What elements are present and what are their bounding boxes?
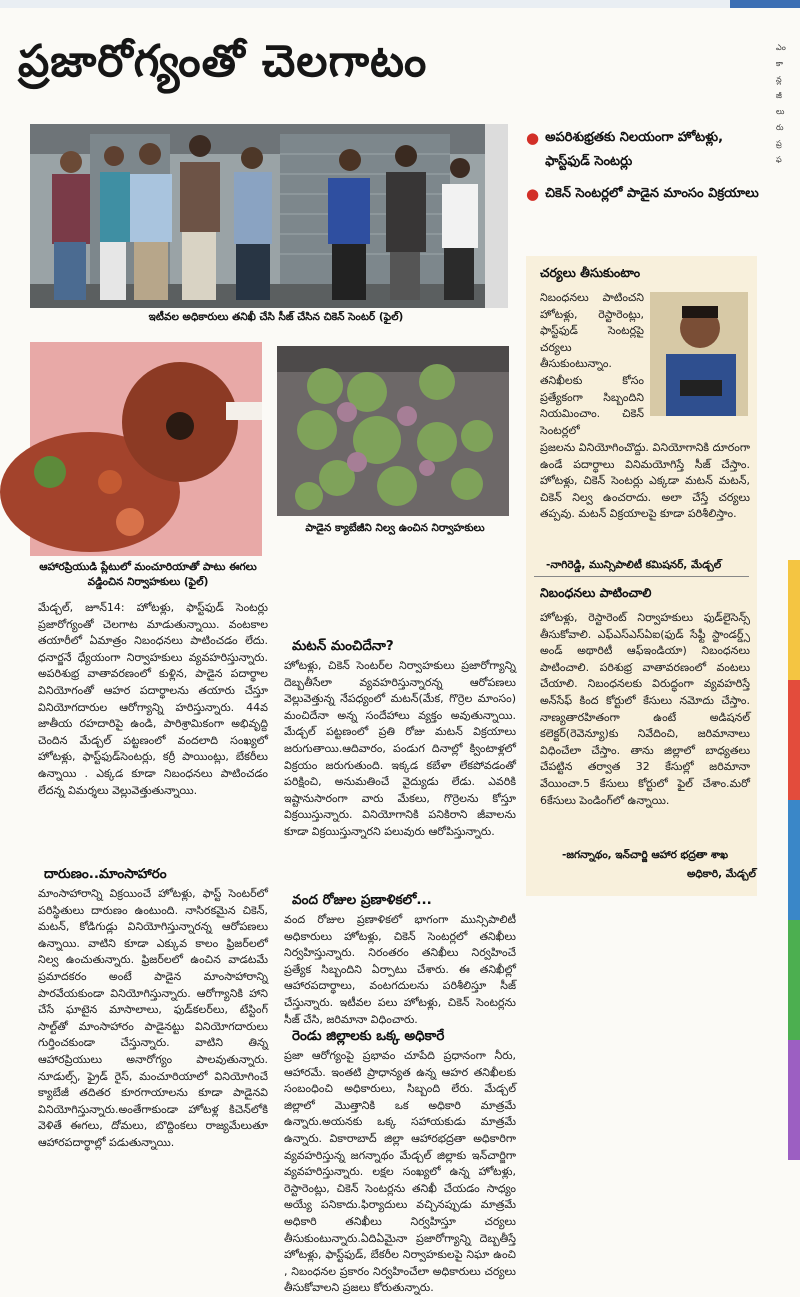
section-2-title: మటన్ మంచిదేనా? [292,638,394,654]
top-strip-accent [730,0,800,8]
bullet-dot-icon: ● [526,129,540,147]
cabbage-photo [277,346,509,516]
edge-color-band [788,560,800,1160]
bullet-dot-icon: ● [526,185,540,203]
section-4-title: రెండు జిల్లాలకు ఒక్క అధికారే [292,1028,445,1044]
side-box-title-2: నిబంధనలు పాటించాలి [540,585,652,600]
section-2-text: హోటళ్లు, చికెన్ సెంటర్‌ల నిర్వాహకులు ప్రజారోగ్యాన్ని దెబ్బతీసేలా వ్యవహరిస్తున్నారన్న ఆరోపణలు వెల్లువెత్తున్న నేపధ్యంలో మటన్(మేక, గొర్రెల మాంసం) మంచిదేనా అన్న సందేహాలు వ్యక్తం అవుతున్నాయి. మేడ్చల్ పట్టణంలో ప్రతి రోజు మటన్ విక్రయాలు జరుగుతాయి.ఆదివారం, పండుగ దినాల్లో క్వింటాళ్లలో విక్రయం జరుగుతుంది. ఇక్కడ కబేళా లేకపోవడంతో పరిక్షించి, అనుమతించే వైద్యుడు లేడు. ఎవరికి ఇష్టానుసారంగా వారు మేకలు, గొర్రెలను కోస్తూ విక్రయిస్తున్నారు. వినియోగానికి పనికిరాని జీవాలను కూడా విక్రయిస్తున్నారని పలువురు ఆరోపిస్తున్నారు. [284,659,516,838]
food-photo-caption: ఆహారప్రియుడి ప్లేటులో మంచూరియాతో పాటు ఈగలు వడ్డించిన నిర్వాహకులు (ఫైల్) [39,561,257,588]
main-photo [30,124,508,308]
side-box-text-2: హోటళ్లు, రెస్టారెంట్ నిర్వాహకులు ఫుడ్‌లైసెన్స్ తీసుకోవాలి. ఎఫ్‌ఎస్‌ఎస్‌ఏఐ(ఫుడ్ సేఫ్టీ స్టాండర్డ్స్ అండ్ అథారిటీ ఆఫ్‌ఇండియా) నిబంధనలు పాటించాలి. పరిశుభ్ర వాతావరణంలో వంటలు చేయాలి. నిబంధనలకు విరుద్ధంగా వ్యవహరిస్తే అన్‌సేఫ్ కింద కోర్టులో కేసులు నమోదు చేస్తాం. నాణ్యతారహితంగా ఉంటే అడిషనల్ కలెక్టర్(రెవెన్యూ)కు నివేదించి, జరిమానాలు విధించేలా చేస్తాం. తాను జిల్లాలో బాధ్యతలు చేపట్టిన తర్వాత 32 కేసుల్లో జరిమానా వేయించా.5 కేసులు కోర్టులో ఫైల్ చేశాం.మరో 6కేసులు పెండింగ్‌లో ఉన్నాయి. [540,611,750,807]
official-photo [650,292,748,416]
section-1-text: మాంసాహారాన్ని విక్రయించే హోటళ్లు, ఫాస్ట్ సెంటర్‌లో పరిస్థితులు దారుణం ఉంటుంది. నాసిరకమైన చికెన్, మటన్, కోడిగుడ్లు వినియోగిస్తున్నారన్న ఆరోపణలు ఉన్నాయి. వాటిని కూడా ఎక్కువ కాలం ఫ్రిజర్‌లలో నిల్వ ఉంచుతున్నారు. ఫ్రిజర్‌లలో ఉంచిన వాడటమే ప్రమాదకరం అంటే పాడైన మాంసాహారాన్ని పారవేయకుండా వినియోగిస్తున్నారు. ఆరోగ్యానికి హాని చేసే ఘాటైన మాసాలాలు, ఫుడ్‌కలర్‌లు, టేస్టింగ్ సాల్ట్‌తో మాంసాహారం పాడైనట్టు వినియోగదారులు గుర్తించకుండా చేస్తున్నారు. వాటిని తిన్న ఆహారప్రియులు అనారోగ్యం పాలవుతున్నారు. నూడుల్స్, ఫ్రైడ్ రైస్, మంచూరియాలో వినియోగించే క్యాబేజీ తదితర కూరగాయాలను కూడా పాడైనవి వినియోగిస్తున్నారు.అంతేగాకుండా హోటళ్ల కిచెన్‌లోకి వెళితే ఈగలు, దోమలు, బొద్దింకలు రాజ్యమేలుతూ ఆహారపదార్థాల్లో పడుతున్నాయి. [38,887,268,1149]
side-box-text-1: ప్రజలను వినియోగించొద్దు. వినియోగానికి దూరంగా ఉండే పదార్థాలు వినిమయోగిస్తే సీజ్ చేస్తాం. హోటళ్లు, చికెన్ సెంటర్లు ఎక్కడా మటన్ మటన్, చికెన్ నిల్వ ఉంచరాదు. అలా చేస్తే చర్యలు తప్పవు. మటన్ విక్రయాలపై కూడా పరిశీలిస్తాం. [540,441,750,521]
bullet-item: ● చికెన్ సెంటర్లలో పాడైన మాంసం విక్రయాలు [526,182,771,206]
section-3-title: వంద రోజుల ప్రణాళికలో... [292,892,432,908]
top-strip [0,0,800,8]
section-4-text: ప్రజా ఆరోగ్యంపై ప్రభావం చూపేది ప్రధానంగా నీరు, ఆహారమే. ఇంతటి ప్రాధాన్యత ఉన్న ఆహర తనిఖీలకు సంబంధించి అధికారులు, సిబ్బంది లేరు. మేడ్చల్ జిల్లాలో మొత్తానికి ఒక అధికారి మాత్రమే ఉన్నారు.అయనకు ఒక్క సహాయకుడు మాత్రమే ఉన్నారు. వికారాబాద్ జిల్లా ఆహారభద్రతా అధికారిగా వ్యవహరిస్తున్న జగన్నాథం మేడ్చల్ జిల్లాకు ఇన్‌చార్జిగా వ్యవహరిస్తున్నారు. లక్షల సంఖ్యలో ఉన్న హోటళ్లు, రెస్టారెంట్లు, చికెన్ సెంటర్లను తనిఖీ చేయడం సాధ్యం అయ్యే పనికాదు.ఫిర్యాదులు వచ్చినప్పుడు మాత్రమే అధికారి తనిఖీలు నిర్వహిస్తూ చర్యలు తీసుకుంటున్నారు.ఏదిఏమైనా ప్రజారోగ్యాన్ని దెబ్బతీస్తే హోటళ్లు, ఫాస్ట్‌ఫుడ్, బేకరీల నిర్వాహకులపై నిఘా ఉంచి , నిబంధనల ప్రకారం నిర్వహించేలా అధికారులు చర్యలు తీసుకోవాలని ప్రజలు కోరుతున్నారు. [284,1049,516,1295]
side-box-text-1-wrapped: నిబంధనలు పాటించని హోటళ్లు, రెస్టారెంట్లు, ఫాస్ట్‌ఫుడ్ సెంటర్లపై చర్యలు తీసుకుంటున్నాం. తనిఖీలకు కోసం ప్రత్యేకంగా సిబ్బందిని నియమించాం. చికెన్ సెంటర్లలో [540,291,644,437]
side-box [526,256,757,896]
section-1-title: దారుణం..మాంసాహారం [44,866,167,882]
headline: ప్రజారోగ్యంతో చెలగాటం [18,36,428,87]
section-3-text: వంద రోజుల ప్రణాళికలో భాగంగా మున్సిపాలిటీ అధికారులు హోటళ్లు, చికెన్ సెంటర్లలో తనిఖీలు నిర్వహిస్తున్నారు. నిరంతరం తనిఖీలు నిర్వహించే ప్రత్యేక సిబ్బందిని ఏర్పాటు చేశారు. ఈ తనిఖీల్లో ఆహారపదార్థాలు, వంటగదులను పరిశీలిస్తూ సీజ్ చేస్తున్నారు. ఇటీవల పలు హోటళ్లు, చికెన్ సెంటర్లను సీజ్ చేసి, జరిమానా విధించారు. [284,913,516,1026]
article-intro: మేడ్చల్, జూన్14: హోటళ్లు, ఫాస్ట్‌ఫుడ్ సెంటర్లు ప్రజారోగ్యంతో చెలగాట మాడుతున్నాయి. వంటకాల తయారీలో ఏమాత్రం నిబంధనలు పాటించడం లేదు. ధనార్జనే ధ్యేయంగా నిర్వాహకులు వ్యవహరిస్తున్నారు. అపరిశుభ్ర వాతావరణంలో కుళ్లిన, పాడైన పదార్థాల వినియోగంతో ఆహర పదార్థాలను తయారు చేస్తూ వినియోగదారుల ఆరోగ్యాన్ని హరిస్తున్నారు. 44వ జాతీయ రహదారిపై ఉండి, పారిశ్రామికంగా అభివృద్ది చెందిన మేడ్చల్ పట్టణంలో వందలాది సంఖ్యలో హోటళ్లు, ఫాస్ట్‌ఫుడ్‌సెంటర్లు, కర్రీ పాయింట్లు, బేకరీలు ఉన్నాయి . ఎక్కడ కూడా నిబంధనలు పాటించడం లేదన్న విమర్శలు వెల్లువెత్తుతున్నాయి. [38,601,268,797]
side-box-sign-2-line1: -జగన్నాథం, ఇన్‌చార్జి ఆహార భద్రతా శాఖ [562,849,729,861]
side-box-sign-2-line2: అధికారి, మేడ్చల్ [686,868,756,880]
bullet-item: ● అపరిశుభ్రతకు నిలయంగా హోటళ్లు, ఫాస్ట్‌ఫుడ్ సెంటర్లు [526,126,771,174]
edge-text: ఎం కా న్ల జీ లు రు ప్ర ఫ [776,43,786,164]
adjacent-page-edge [772,40,800,1161]
food-photo [30,342,262,556]
cabbage-photo-caption: పాడైన క్యాబేజీని నిల్వ ఉంచిన నిర్వాహకులు [305,522,485,534]
main-photo-caption: ఇటీవల అధికారులు తనిఖీ చేసి సీజ్ చేసిన చికెన్ సెంటర్ (ఫైల్) [148,311,404,323]
section-4-continuation [526,900,762,1140]
section-1-continuation [284,556,516,636]
highlight-bullets [526,126,771,214]
side-box-title-1: చర్యలు తీసుకుంటాం [540,265,641,280]
side-box-sign-1: -నాగిరెడ్డి, మున్సిపాలిటీ కమిషనర్, మేడ్చల్ [546,559,722,571]
side-box-divider [534,576,749,577]
